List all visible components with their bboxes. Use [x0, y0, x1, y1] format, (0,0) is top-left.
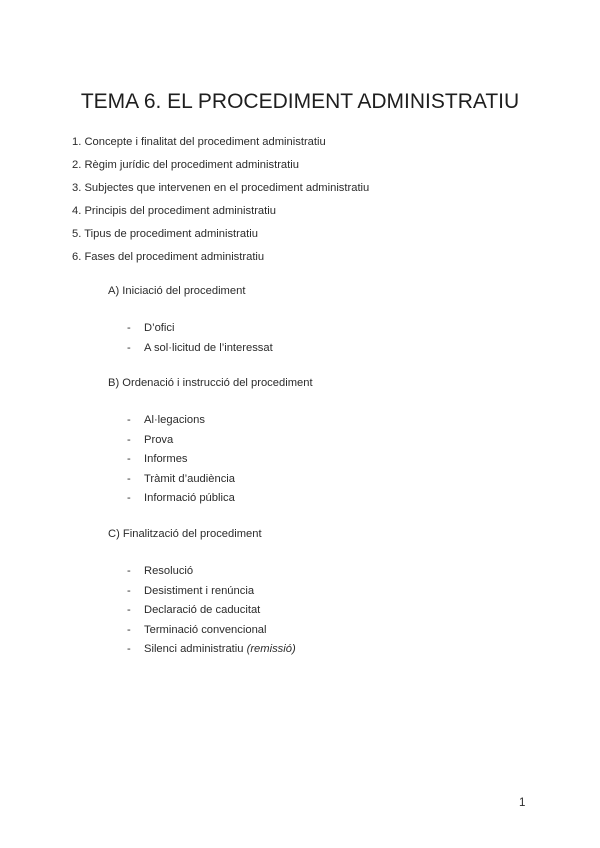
phase-b-heading: B) Ordenació i instrucció del procediment — [108, 377, 313, 389]
bullet-dash: - — [127, 604, 131, 617]
list-item — [127, 321, 273, 341]
list-item — [127, 623, 296, 643]
list-item — [127, 491, 235, 511]
toc-item: 3. Subjectes que intervenen en el procediment administratiu — [72, 182, 370, 194]
list-item-text: Desistiment i renúncia — [144, 584, 255, 597]
list-item — [127, 452, 235, 472]
phase-a-heading: A) Iniciació del procediment — [108, 285, 246, 297]
table-of-contents — [72, 135, 369, 273]
bullet-dash: - — [127, 322, 131, 334]
bullet-dash: - — [127, 341, 131, 354]
page-number: 1 — [519, 797, 526, 809]
list-item-text: Al·legacions — [144, 414, 205, 426]
list-item — [127, 341, 273, 361]
list-item — [127, 564, 296, 584]
bullet-dash: - — [127, 565, 131, 577]
list-item-text: Informació pública — [144, 492, 235, 505]
bullet-dash: - — [127, 492, 131, 505]
list-item-text: D’ofici — [144, 322, 175, 334]
list-item-text: Informes — [144, 453, 188, 466]
phase-c-list — [127, 564, 296, 662]
list-item-text: A sol·licitud de l’interessat — [144, 341, 273, 354]
list-item-text: Silenci administratiu — [144, 643, 244, 656]
phase-a-list — [127, 321, 273, 360]
phase-c-heading: C) Finalització del procediment — [108, 528, 262, 540]
bullet-dash: - — [127, 584, 131, 597]
bullet-dash: - — [127, 414, 131, 426]
remission-note: (remissió) — [246, 643, 296, 656]
list-item — [127, 642, 296, 662]
list-item — [127, 413, 235, 433]
list-item-text: Tràmit d’audiència — [144, 472, 235, 485]
list-item-text: Prova — [144, 433, 174, 446]
list-item-text: Resolució — [144, 565, 194, 577]
toc-item: 2. Règim jurídic del procediment administratiu — [72, 159, 299, 171]
list-item — [127, 433, 235, 453]
bullet-dash: - — [127, 643, 131, 656]
toc-item: 4. Principis del procediment administratiu — [72, 205, 276, 217]
list-item — [127, 603, 296, 623]
list-item — [127, 472, 235, 492]
list-item-text: Declaració de caducitat — [144, 604, 261, 617]
bullet-dash: - — [127, 453, 131, 466]
toc-item: 1. Concepte i finalitat del procediment administratiu — [72, 136, 326, 148]
toc-item: 6. Fases del procediment administratiu — [72, 251, 265, 263]
bullet-dash: - — [127, 623, 131, 636]
bullet-dash: - — [127, 433, 131, 446]
list-item — [127, 584, 296, 604]
bullet-dash: - — [127, 472, 131, 485]
toc-item: 5. Tipus de procediment administratiu — [72, 228, 258, 240]
phase-b-list — [127, 413, 235, 511]
document-title: TEMA 6. EL PROCEDIMENT ADMINISTRATIU — [80, 90, 520, 113]
list-item-text: Terminació convencional — [144, 623, 267, 636]
